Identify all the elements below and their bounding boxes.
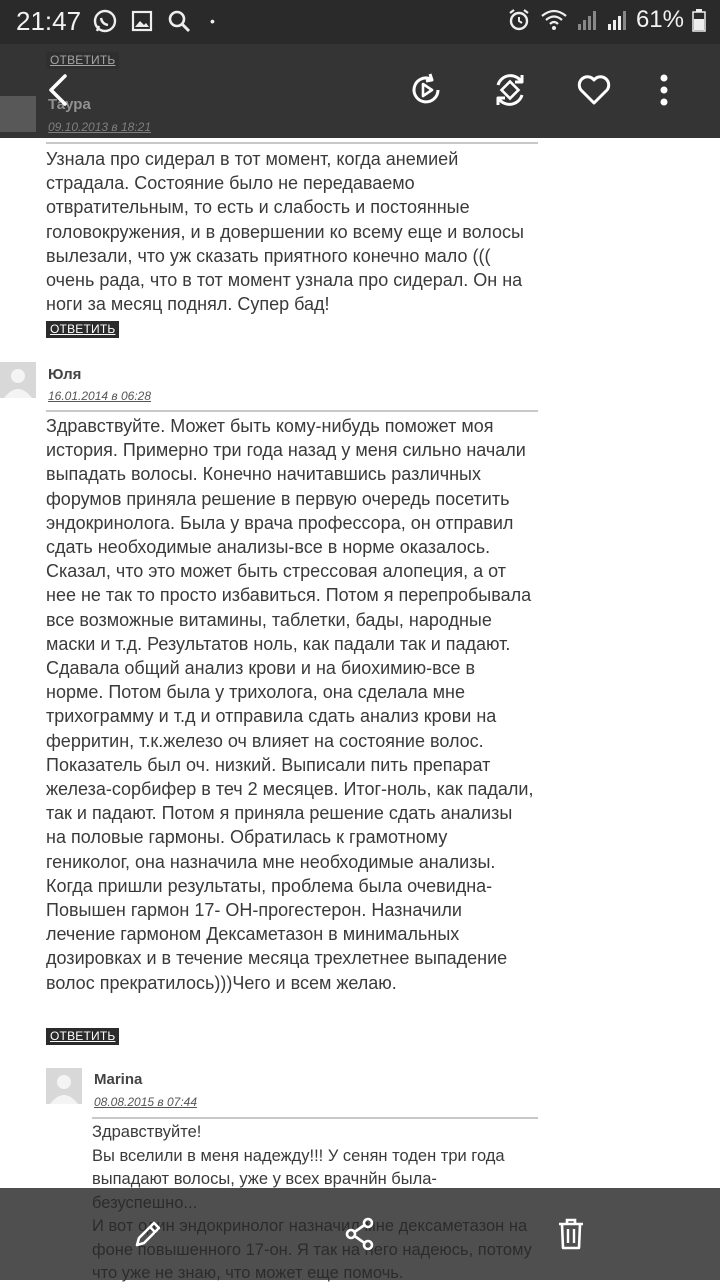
comment-date[interactable]: 08.08.2015 в 07:44 (94, 1095, 198, 1109)
avatar (0, 362, 36, 398)
user-placeholder-icon (46, 1068, 82, 1104)
system-icons (506, 6, 706, 34)
trash-icon (556, 1217, 586, 1251)
search-icon (166, 8, 192, 34)
comment-author: Marina (94, 1071, 143, 1088)
edit-button[interactable] (124, 1210, 172, 1258)
clock: 21:47 (16, 6, 82, 36)
whatsapp-icon (92, 8, 118, 34)
delete-button[interactable] (547, 1210, 595, 1258)
alarm-icon (506, 7, 532, 33)
partial-date: 09.10.2013 в 18:21 (48, 120, 152, 134)
comment-line: Здравствуйте! (92, 1123, 202, 1141)
user-placeholder-icon (0, 362, 36, 398)
rotate-button[interactable] (486, 66, 534, 114)
more-vert-icon (659, 74, 669, 106)
comment-author: Юля (48, 366, 82, 383)
divider (46, 410, 538, 412)
signal-icon-2 (606, 8, 628, 32)
play-icon (408, 72, 444, 108)
play-button[interactable] (402, 66, 450, 114)
pencil-icon (132, 1218, 164, 1250)
avatar (46, 1068, 82, 1104)
battery-icon (692, 8, 706, 32)
share-icon (344, 1217, 376, 1251)
favorite-button[interactable] (570, 66, 618, 114)
comment-text: Узнала про сидерал в тот момент, когда анемией страдала. Состояние было не передаваемо отвратительным, то есть и слабость и постоянные головокружения, и в довершении ко всему еще и волосы вылезали, что уж сказать приятного конечно мало ((( очень рада, что в тот момент узнала про сидерал. Он на ноги за месяц поднял. Супер бад! (46, 149, 524, 315)
avatar (0, 96, 36, 132)
signal-icon-1 (576, 8, 598, 32)
divider (92, 1117, 538, 1119)
comment-line: Вы вселили в меня надежду!!! У сенян тоден три года выпадают волосы, уже у всех врачнйн была- (92, 1146, 505, 1188)
comment-date[interactable]: 16.01.2014 в 06:28 (48, 389, 152, 403)
share-button[interactable] (336, 1210, 384, 1258)
status-bar (0, 0, 720, 44)
comment-text: Здравствуйте. Может быть кому-нибудь поможет моя история. Примерно три года назад у меня сильно начали выпадать волосы. Конечно начитавшись различных форумов приняла решение в первую очередь посетить эндокринолога. Была у врача профессора, он отправил сдать необходимые анализы-все в норме оказалось. Сказал, что это может быть стрессовая алопеция, а от нее не так то просто избавиться. Потом я перепробывала все возможные витамины, таблетки, бады, народные маски и т.д. Результатов ноль, как падали так и падают. Сдавала общий анализ крови и на биохимию-все в норме. Потом была у трихолога, она сделала мне трихограмму и т.д и отправила сдать анализ крови на ферритин, т.к.железо оч влияет на состояние волос. Показатель был оч. низкий. Выписали пить препарат железа-сорбифер в теч 2 месяцев. Итог-ноль, как падали, так и падают. Потом я приняла решение сдать анализы на половые гармоны. Обратилась к грамотному гениколог, она назначила мне необходимые анализы. Когда пришли результаты, проблема была очевидна-Повышен гармон 17- ОН-прогестерон. Назначили лечение гармоном Дексаметазон в минимальных дозировках и в течение месяца трехлетнее выпадение волос прекратилось)))Чего и всем желаю. (46, 416, 534, 993)
notification-icons (92, 8, 215, 34)
reply-button[interactable]: ОТВЕТИТЬ (46, 1028, 119, 1045)
more-notifications-dot: • (210, 13, 215, 29)
viewer-bottom-toolbar (0, 1188, 720, 1280)
wifi-icon (540, 8, 568, 32)
reply-button[interactable]: ОТВЕТИТЬ (46, 321, 119, 338)
back-arrow-icon (45, 73, 75, 107)
divider (46, 142, 538, 144)
heart-icon (576, 74, 612, 106)
gallery-icon (130, 9, 154, 33)
viewer-toolbar (0, 44, 720, 138)
rotate-icon (491, 71, 529, 109)
partial-reply-button[interactable]: ОТВЕТИТЬ (46, 52, 119, 69)
battery-percent: 61% (635, 6, 684, 33)
partial-author: Таура (48, 96, 91, 113)
back-button[interactable] (36, 66, 84, 114)
more-options-button[interactable] (640, 66, 688, 114)
